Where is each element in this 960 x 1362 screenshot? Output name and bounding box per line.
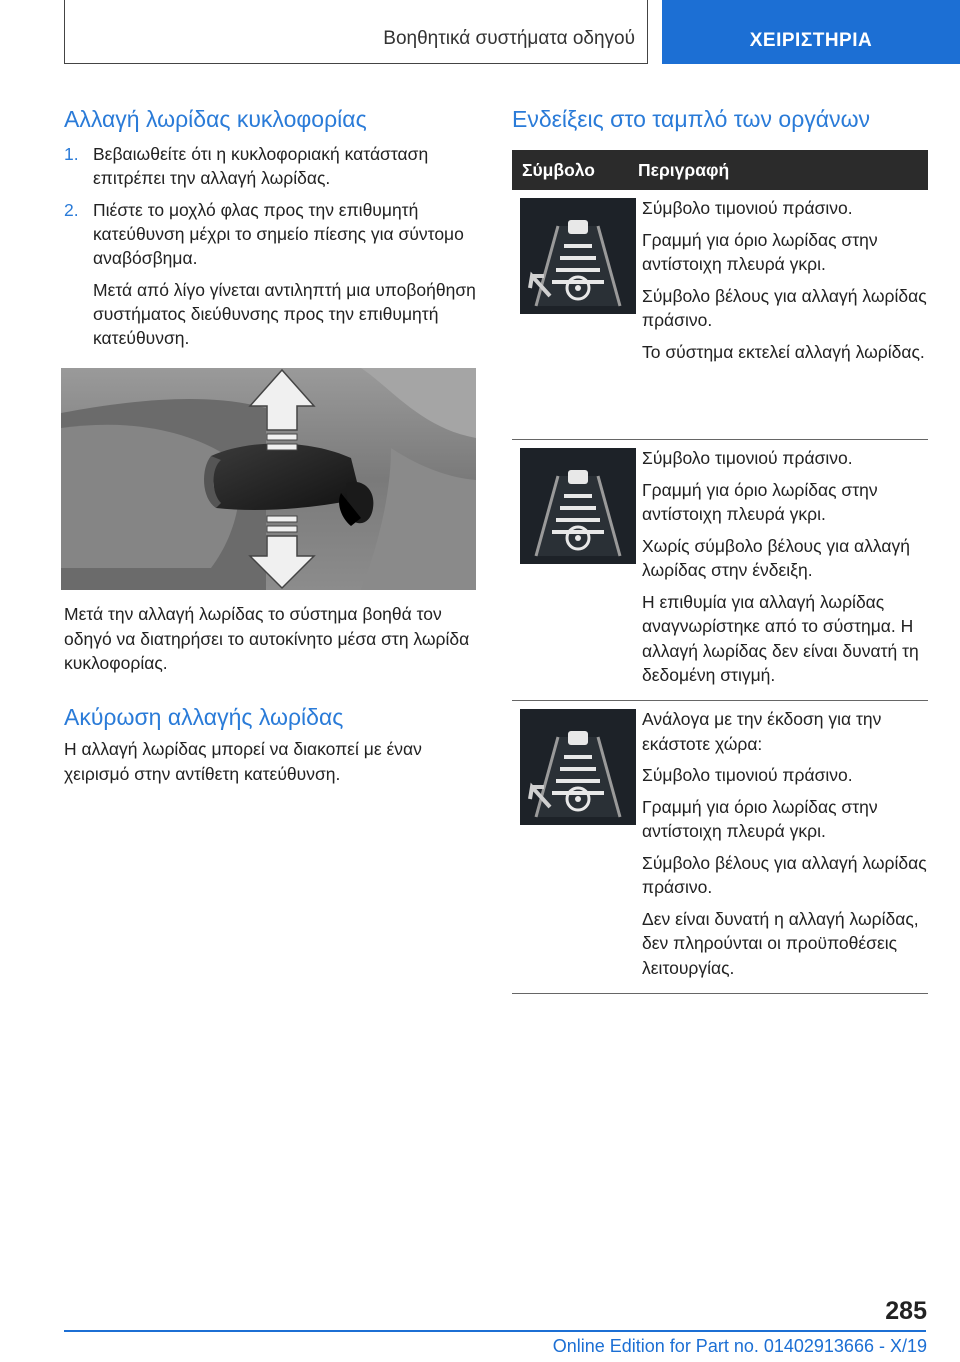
description-line: Σύμβολο τιμονιού πράσινο. [642, 198, 853, 218]
description-line: Σύμβολο βέλους για αλλαγή λωρίδας πράσινο. [642, 852, 927, 897]
page-number: 285 [885, 1297, 927, 1325]
steps-list [64, 142, 476, 270]
turn-signal-lever-illustration [61, 368, 476, 590]
section-title-lane-change: Αλλαγή λωρίδας κυκλοφορίας [64, 106, 367, 132]
header-frame [64, 0, 648, 64]
lane-change-assist-active-icon [520, 198, 636, 314]
step-text: Βεβαιωθείτε ότι η κυκλοφοριακή κατάσταση επιτρέπει την αλλαγή λωρίδας. [93, 144, 429, 188]
indicators-table [512, 150, 928, 994]
step-item [64, 142, 476, 190]
step-text: Πιέστε το μοχλό φλας προς την επιθυμητή κατεύθυνση μέχρι το σημείο πίεσης για σύντομο αναβόσβημα. [93, 200, 464, 268]
header-chapter-tab[interactable]: ΧΕΙΡΙΣΤΗΡΙΑ [662, 0, 960, 64]
table-row [512, 440, 928, 701]
column-header-description: Περιγραφή [638, 159, 730, 180]
after-lane-change-text: Μετά την αλλαγή λωρίδας το σύστημα βοηθά τον οδηγό να διατηρήσει το αυτοκίνητο μέσα στη λωρίδα κυκλοφορίας. [64, 604, 470, 673]
description-line: Γραμμή για όριο λωρίδας στην αντίστοιχη πλευρά γκρι. [642, 479, 878, 524]
row-description [642, 701, 928, 980]
lane-change-request-recognized-icon [520, 448, 636, 564]
table-row [512, 701, 928, 994]
turn-signal-lever-photo [61, 368, 476, 590]
step-number: 1. [64, 144, 79, 164]
description-line: Σύμβολο τιμονιού πράσινο. [642, 765, 853, 785]
description-line: Το σύστημα εκτελεί αλλαγή λωρίδας. [642, 341, 925, 362]
description-line: Χωρίς σύμβολο βέλους για αλλαγή λωρίδας στην ένδειξη. [642, 535, 910, 580]
step-item [64, 198, 476, 270]
description-line: Η επιθυμία για αλλαγή λωρίδας αναγνωρίστηκε από το σύστημα. Η αλλαγή λωρίδας δεν είναι δυνατή τη δεδομένη στιγμή. [642, 591, 919, 685]
description-line: Γραμμή για όριο λωρίδας στην αντίστοιχη πλευρά γκρι. [642, 796, 878, 841]
step-note: Μετά από λίγο γίνεται αντιληπτή μια υποβοήθηση συστήματος διεύθυνσης προς την επιθυμητή κατεύθυνση. [93, 280, 476, 348]
description-line: Σύμβολο τιμονιού πράσινο. [642, 448, 853, 468]
row-description [642, 440, 928, 688]
step-number: 2. [64, 200, 79, 220]
table-header [512, 150, 928, 190]
header-section-title: Βοηθητικά συστήματα οδηγού [383, 28, 635, 49]
lane-change-not-possible-icon [520, 709, 636, 825]
table-row [512, 190, 928, 440]
column-header-symbol: Σύμβολο [522, 159, 595, 180]
footer-divider [64, 1330, 926, 1332]
description-line: Σύμβολο βέλους για αλλαγή λωρίδας πράσινο. [642, 285, 927, 330]
section-title-cancel-lane-change: Ακύρωση αλλαγής λωρίδας [64, 704, 344, 730]
lane-change-section [64, 104, 476, 350]
section-title-indicators: Ενδείξεις στο ταμπλό των οργάνων [512, 106, 871, 132]
indicators-section [512, 104, 928, 134]
description-line: Δεν είναι δυνατή η αλλαγή λωρίδας, δεν πληρούνται οι προϋποθέσεις λειτουργίας. [642, 908, 919, 978]
description-line: Ανάλογα με την έκδοση για την εκάστοτε χώρα: [642, 709, 882, 754]
row-description [642, 190, 928, 364]
cancel-lane-change-text: Η αλλαγή λωρίδας μπορεί να διακοπεί με έναν χειρισμό στην αντίθετη κατεύθυνση. [64, 739, 422, 784]
description-line: Γραμμή για όριο λωρίδας στην αντίστοιχη πλευρά γκρι. [642, 229, 878, 274]
footer-edition-link[interactable]: Online Edition for Part no. 01402913666 - X/19 [552, 1336, 927, 1356]
